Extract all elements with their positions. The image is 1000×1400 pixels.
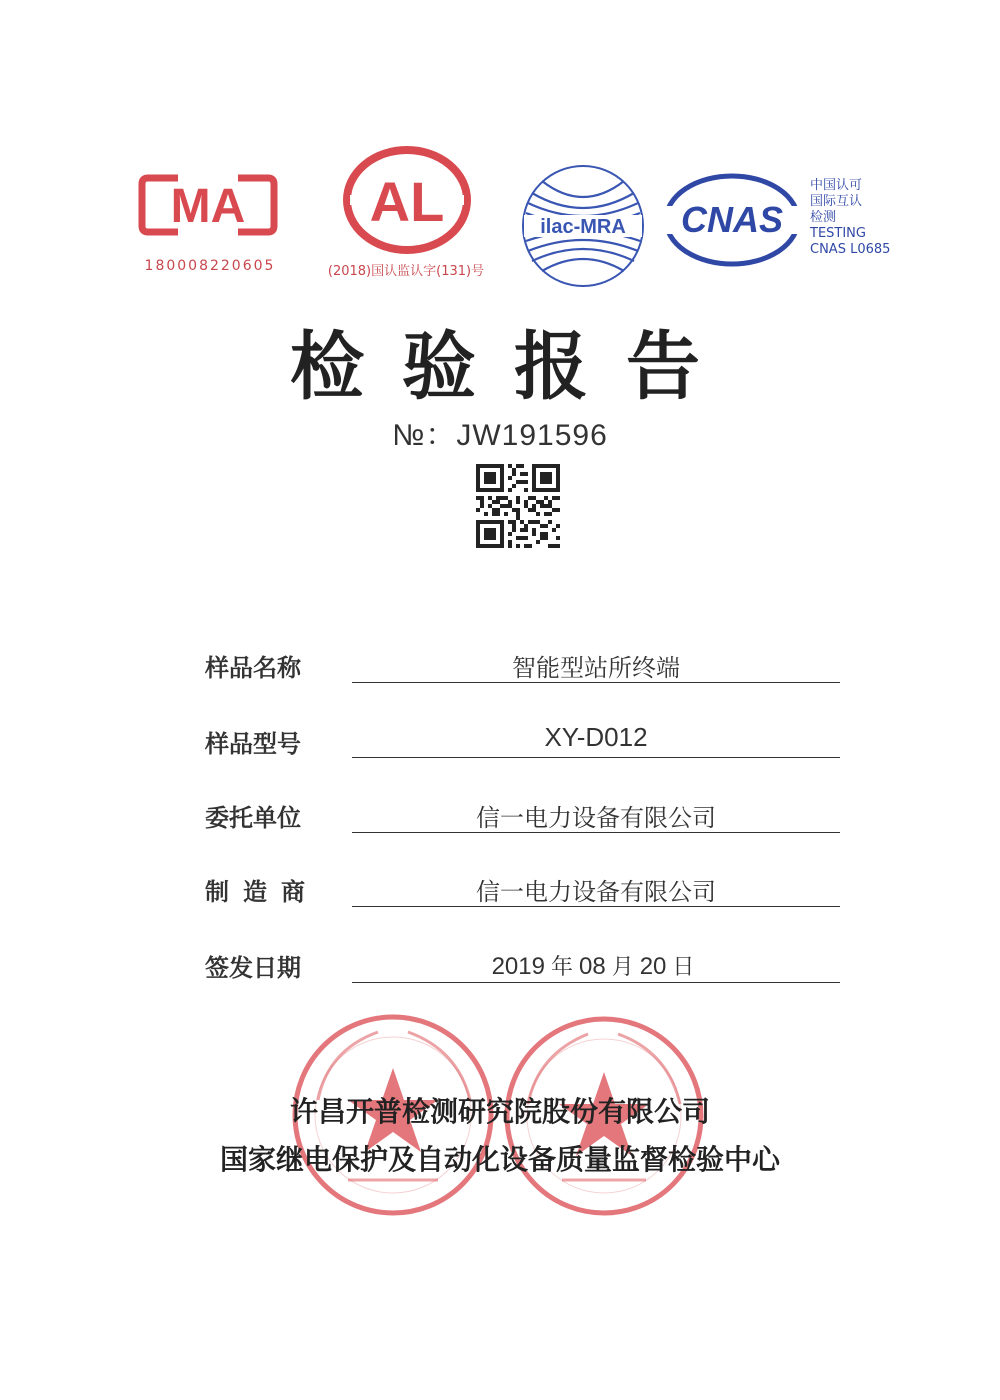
cnas-line: 检测 <box>810 210 837 225</box>
field-label-sample-model: 样品型号 <box>205 730 301 758</box>
field-underline <box>352 906 840 907</box>
field-label-client: 委托单位 <box>205 804 301 832</box>
field-underline <box>352 682 840 683</box>
cnas-line: CNAS L0685 <box>810 242 891 257</box>
cnas-accreditation-text <box>810 178 930 258</box>
issue-day: 20 <box>639 953 667 980</box>
svg-text:AL: AL <box>369 170 445 233</box>
svg-text:CNAS: CNAS <box>680 199 784 240</box>
field-underline <box>352 832 840 833</box>
cnas-line: 中国认可 <box>810 178 863 193</box>
issuer-center: 国家继电保护及自动化设备质量监督检验中心 <box>219 1143 780 1176</box>
month-unit: 月 <box>611 955 634 980</box>
field-underline <box>352 757 840 758</box>
svg-text:MA: MA <box>170 180 246 233</box>
report-number: №：JW191596 <box>392 419 608 452</box>
cnas-line: 国际互认 <box>810 194 863 209</box>
issuer-company: 许昌开普检测研究院股份有限公司 <box>289 1095 710 1128</box>
day-unit: 日 <box>672 955 695 980</box>
issue-year: 2019 <box>491 953 545 980</box>
field-value-issue-date <box>352 950 840 981</box>
field-value-sample-name: 智能型站所终端 <box>512 654 680 682</box>
field-underline <box>352 982 840 983</box>
field-label-sample-name: 样品名称 <box>205 654 301 682</box>
field-value-manufacturer: 信一电力设备有限公司 <box>476 878 716 906</box>
year-unit: 年 <box>550 955 573 980</box>
issue-month: 08 <box>578 953 606 980</box>
svg-text:ilac-MRA: ilac-MRA <box>540 216 626 238</box>
field-label-manufacturer: 制造商 <box>205 878 319 906</box>
cal-logo <box>342 145 472 255</box>
report-title: 检验报告 <box>290 324 738 410</box>
field-value-client: 信一电力设备有限公司 <box>476 804 716 832</box>
field-label-issue-date: 签发日期 <box>205 954 301 982</box>
cal-number: (2018)国认监认字(131)号 <box>327 264 485 279</box>
ilac-mra-logo <box>520 163 646 289</box>
field-value-sample-model: XY-D012 <box>544 722 648 752</box>
cma-logo <box>138 172 278 238</box>
cma-number: 180008220605 <box>144 258 276 274</box>
cnas-logo <box>662 172 802 268</box>
cnas-line: TESTING <box>810 226 866 241</box>
qr-code <box>476 464 560 548</box>
